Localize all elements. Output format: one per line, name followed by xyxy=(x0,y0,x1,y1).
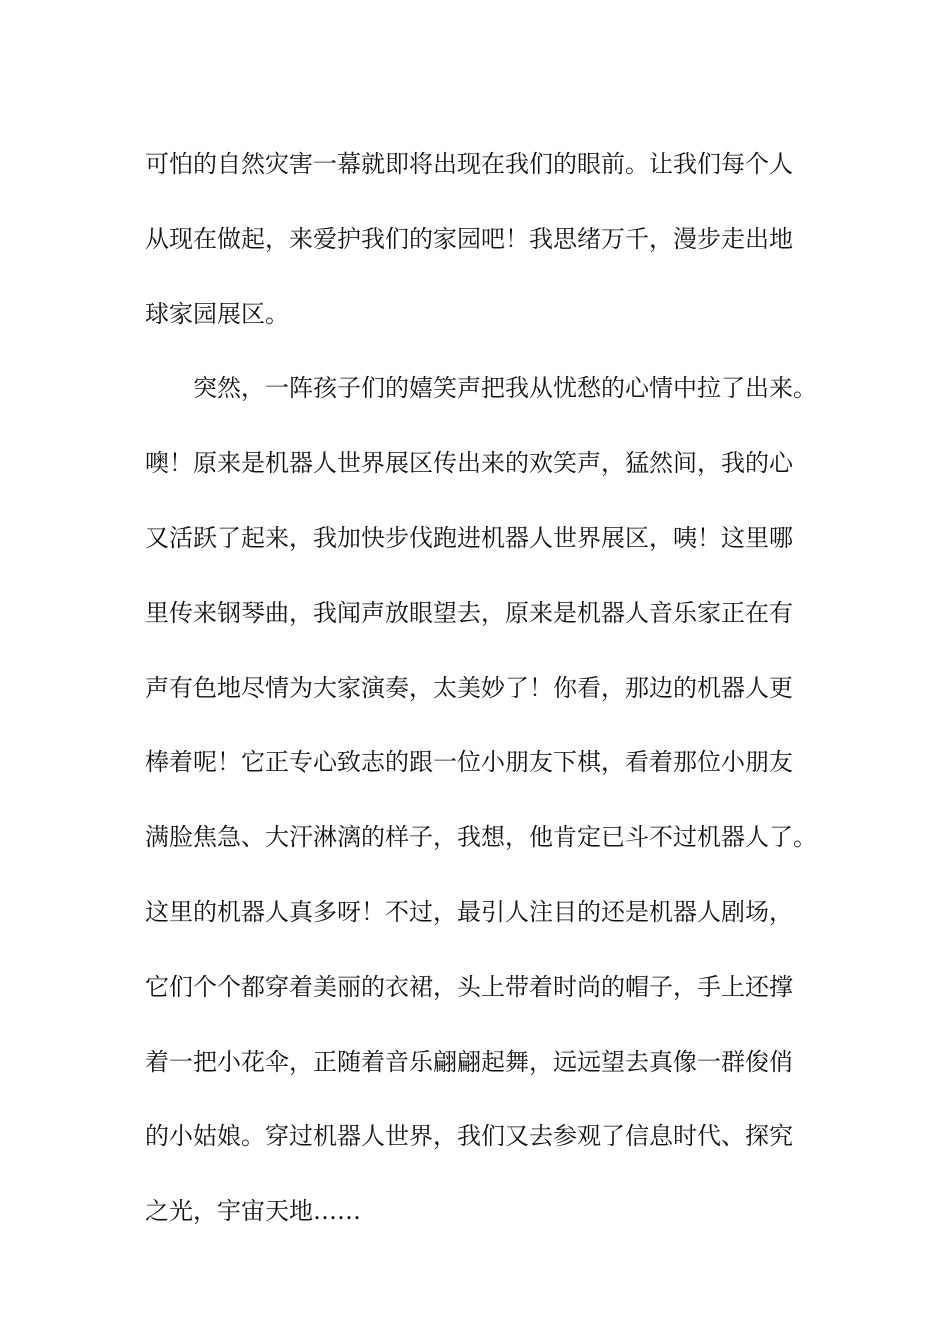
text-line: 着一把小花伞，正随着音乐翩翩起舞，远远望去真像一群俊俏 xyxy=(145,1047,793,1076)
text-line: 球家园展区。 xyxy=(145,299,289,328)
text-line: 棒着呢！它正专心致志的跟一位小朋友下棋，看着那位小朋友 xyxy=(145,748,793,777)
text-line: 可怕的自然灾害一幕就即将出现在我们的眼前。让我们每个人 xyxy=(145,150,793,178)
text-line: 从现在做起，来爱护我们的家园吧！我思绪万千，漫步走出地 xyxy=(145,224,793,253)
text-line: 声有色地尽情为大家演奏，太美妙了！你看，那边的机器人更 xyxy=(145,673,793,702)
text-line: 里传来钢琴曲，我闻声放眼望去，原来是机器人音乐家正在有 xyxy=(145,598,793,627)
text-line: 它们个个都穿着美丽的衣裙，头上带着时尚的帽子，手上还撑 xyxy=(145,972,793,1001)
paragraph-start-line: 突然，一阵孩子们的嬉笑声把我从忧愁的心情中拉了出来。 xyxy=(145,374,817,403)
text-line: 这里的机器人真多呀！不过，最引人注目的还是机器人剧场， xyxy=(145,897,793,926)
body-text xyxy=(145,127,825,1249)
text-line: 之光，宇宙天地…… xyxy=(145,1197,361,1226)
text-line: 又活跃了起来，我加快步伐跑进机器人世界展区，咦！这里哪 xyxy=(145,523,793,552)
text-line: 噢！原来是机器人世界展区传出来的欢笑声，猛然间，我的心 xyxy=(145,449,793,478)
text-line: 的小姑娘。穿过机器人世界，我们又去参观了信息时代、探究 xyxy=(145,1122,793,1151)
text-line: 满脸焦急、大汗淋漓的样子，我想，他肯定已斗不过机器人了。 xyxy=(145,823,817,852)
